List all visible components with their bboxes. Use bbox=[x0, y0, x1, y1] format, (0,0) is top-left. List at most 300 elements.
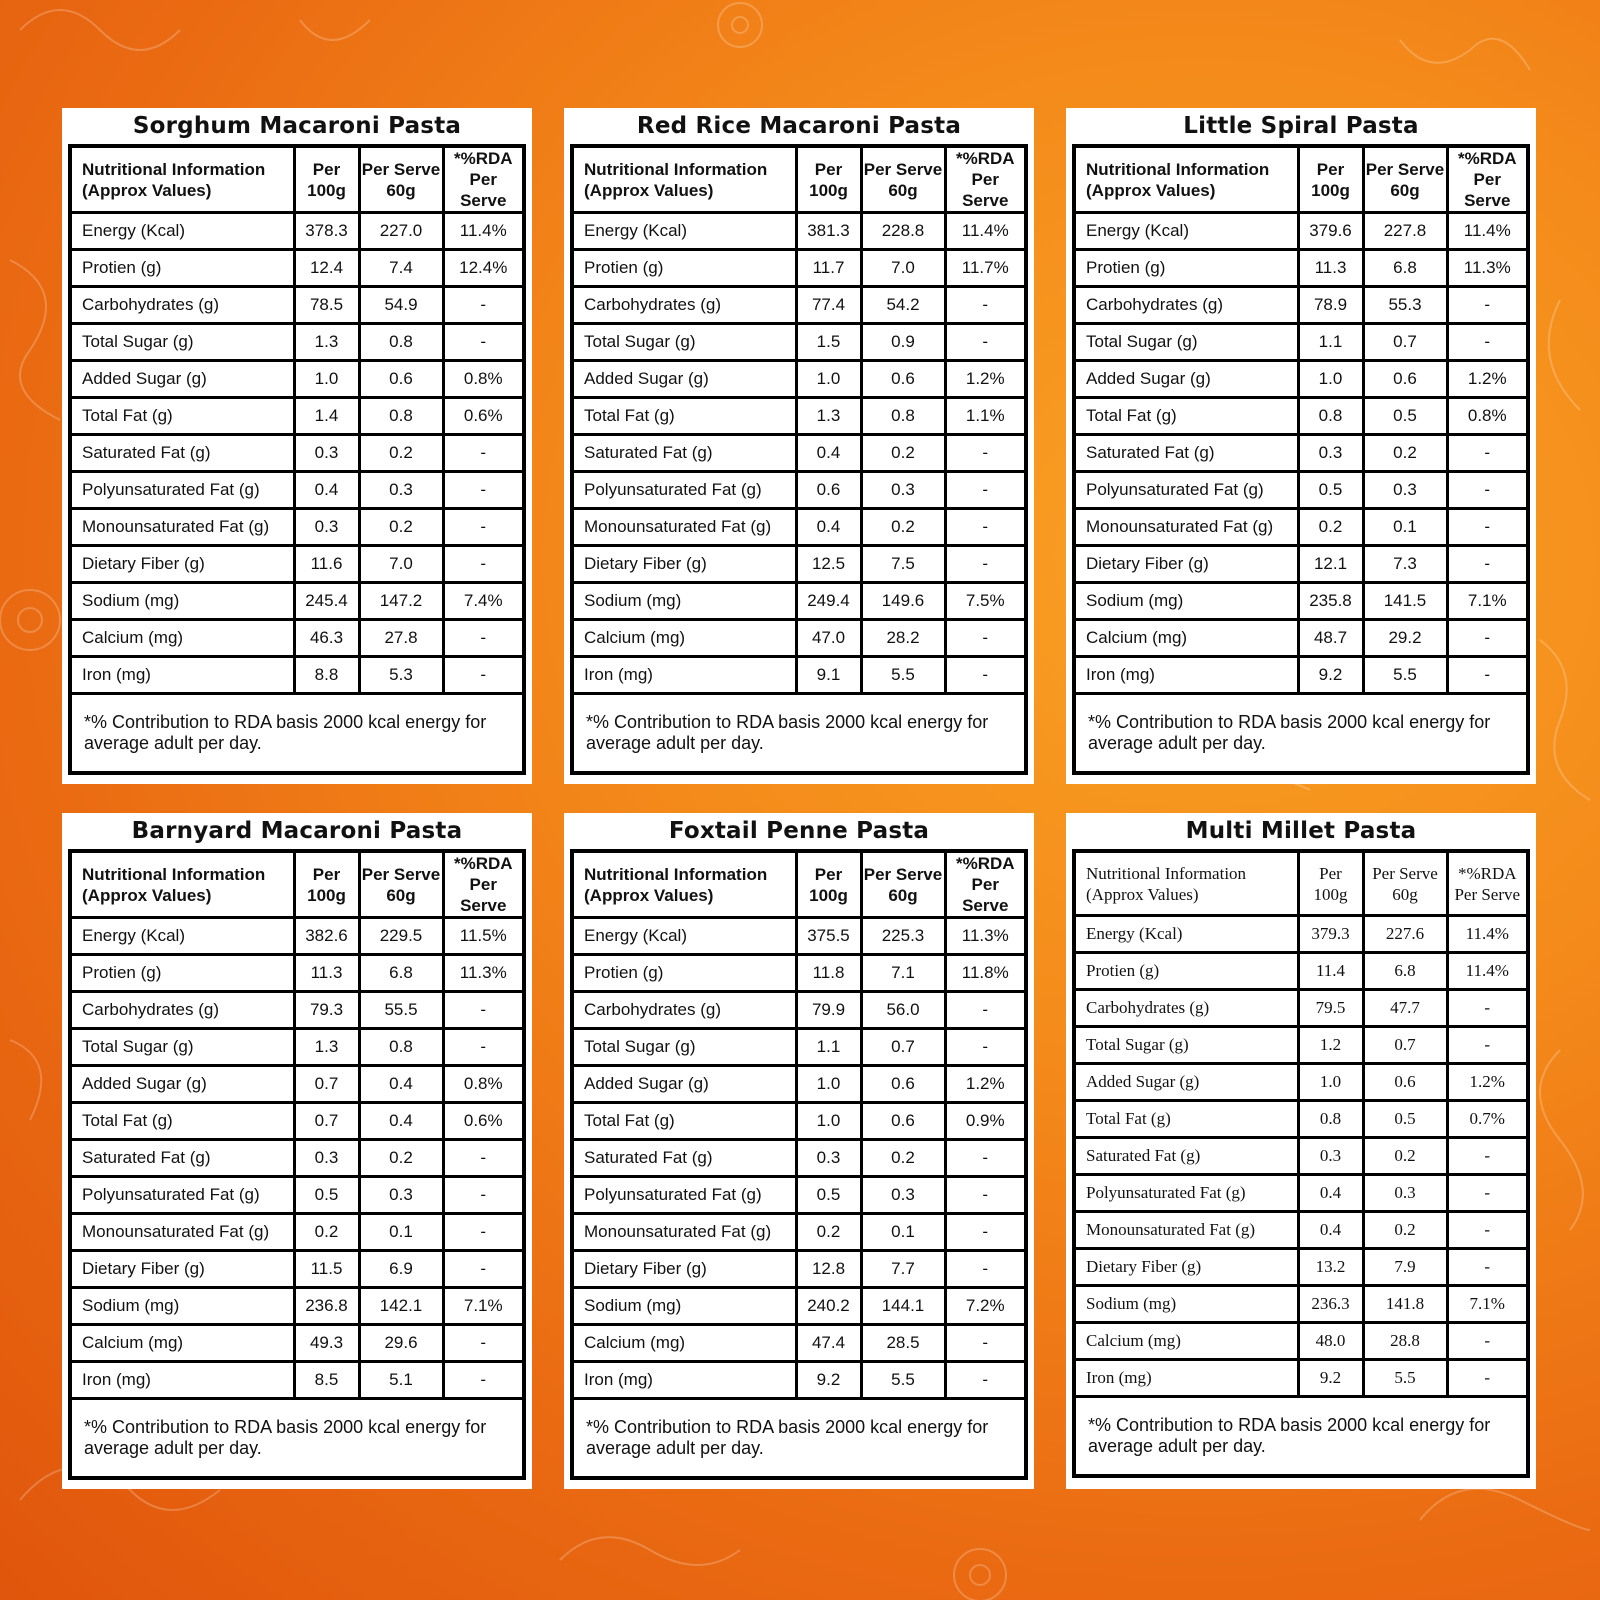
header-col3-line2: Per Serve bbox=[962, 170, 1009, 210]
value-per-100g: 0.3 bbox=[1298, 435, 1363, 472]
nutrient-label: Calcium (mg) bbox=[70, 1325, 294, 1362]
value-rda: - bbox=[443, 509, 524, 546]
nutrient-label: Total Fat (g) bbox=[572, 1103, 796, 1140]
value-rda: - bbox=[945, 992, 1026, 1029]
table-row bbox=[1074, 953, 1528, 990]
table-row bbox=[70, 509, 524, 546]
value-rda: - bbox=[1447, 435, 1528, 472]
nutrient-label: Monounsaturated Fat (g) bbox=[1074, 1212, 1298, 1249]
value-rda: - bbox=[1447, 657, 1528, 694]
value-per-100g: 1.4 bbox=[294, 398, 359, 435]
value-per-serve: 0.6 bbox=[1363, 1064, 1447, 1101]
value-rda: 1.2% bbox=[945, 1066, 1026, 1103]
table-row bbox=[70, 324, 524, 361]
value-per-100g: 1.3 bbox=[294, 324, 359, 361]
nutrient-label: Protien (g) bbox=[572, 955, 796, 992]
nutrient-label: Saturated Fat (g) bbox=[1074, 1138, 1298, 1175]
header-per-serve bbox=[861, 851, 945, 918]
table-header-row bbox=[70, 146, 524, 213]
nutrient-label: Carbohydrates (g) bbox=[572, 287, 796, 324]
value-per-serve: 147.2 bbox=[359, 583, 443, 620]
value-per-100g: 11.7 bbox=[796, 250, 861, 287]
nutrient-label: Monounsaturated Fat (g) bbox=[572, 509, 796, 546]
value-per-100g: 1.1 bbox=[796, 1029, 861, 1066]
nutrient-label: Polyunsaturated Fat (g) bbox=[572, 472, 796, 509]
value-per-serve: 0.3 bbox=[359, 472, 443, 509]
value-per-serve: 5.3 bbox=[359, 657, 443, 694]
table-row bbox=[1074, 361, 1528, 398]
nutrient-label: Polyunsaturated Fat (g) bbox=[572, 1177, 796, 1214]
value-rda: - bbox=[443, 1177, 524, 1214]
header-label-line1: Nutritional Information bbox=[584, 159, 768, 179]
nutrition-table bbox=[1072, 849, 1530, 1478]
value-per-serve: 0.2 bbox=[861, 509, 945, 546]
value-per-100g: 11.3 bbox=[294, 955, 359, 992]
nutrient-label: Saturated Fat (g) bbox=[70, 1140, 294, 1177]
nutrient-label: Protien (g) bbox=[1074, 953, 1298, 990]
table-row bbox=[572, 1103, 1026, 1140]
table-header-row bbox=[1074, 851, 1528, 916]
value-per-serve: 0.2 bbox=[1363, 1138, 1447, 1175]
value-per-serve: 0.6 bbox=[861, 1066, 945, 1103]
table-row bbox=[70, 546, 524, 583]
table-row bbox=[1074, 1175, 1528, 1212]
nutrient-label: Carbohydrates (g) bbox=[70, 992, 294, 1029]
value-rda: - bbox=[1447, 287, 1528, 324]
nutrient-label: Dietary Fiber (g) bbox=[1074, 1249, 1298, 1286]
header-rda bbox=[1447, 851, 1528, 916]
table-row bbox=[70, 1140, 524, 1177]
nutrient-label: Total Sugar (g) bbox=[1074, 324, 1298, 361]
value-per-100g: 79.3 bbox=[294, 992, 359, 1029]
value-per-100g: 1.1 bbox=[1298, 324, 1363, 361]
value-per-100g: 0.3 bbox=[294, 435, 359, 472]
table-header-row bbox=[572, 146, 1026, 213]
value-per-serve: 0.1 bbox=[359, 1214, 443, 1251]
value-rda: 12.4% bbox=[443, 250, 524, 287]
value-per-100g: 0.4 bbox=[796, 435, 861, 472]
table-row bbox=[1074, 990, 1528, 1027]
value-rda: - bbox=[1447, 1027, 1528, 1064]
nutrition-card-barnyard-macaroni bbox=[62, 813, 532, 1489]
nutrition-table bbox=[570, 849, 1028, 1480]
value-per-100g: 11.5 bbox=[294, 1251, 359, 1288]
footnote-row bbox=[572, 694, 1026, 774]
value-per-100g: 375.5 bbox=[796, 918, 861, 955]
nutrient-label: Total Fat (g) bbox=[1074, 1101, 1298, 1138]
value-rda: - bbox=[443, 657, 524, 694]
nutrient-label: Monounsaturated Fat (g) bbox=[70, 509, 294, 546]
nutrient-label: Total Fat (g) bbox=[70, 1103, 294, 1140]
table-row bbox=[1074, 620, 1528, 657]
nutrition-table bbox=[68, 144, 526, 775]
value-rda: - bbox=[945, 1177, 1026, 1214]
value-per-100g: 13.2 bbox=[1298, 1249, 1363, 1286]
table-row bbox=[572, 472, 1026, 509]
header-label-line2: (Approx Values) bbox=[1086, 180, 1216, 200]
value-per-100g: 236.3 bbox=[1298, 1286, 1363, 1323]
table-row bbox=[70, 287, 524, 324]
value-per-100g: 78.5 bbox=[294, 287, 359, 324]
header-col3-line2: Per Serve bbox=[962, 875, 1009, 915]
table-row bbox=[572, 1251, 1026, 1288]
value-rda: - bbox=[443, 1214, 524, 1251]
value-rda: 11.4% bbox=[1447, 213, 1528, 250]
value-rda: 1.2% bbox=[945, 361, 1026, 398]
value-rda: 11.4% bbox=[1447, 916, 1528, 953]
table-row bbox=[572, 435, 1026, 472]
value-per-100g: 1.0 bbox=[1298, 361, 1363, 398]
header-nutritional-info bbox=[572, 851, 796, 918]
value-per-100g: 0.8 bbox=[1298, 398, 1363, 435]
value-rda: - bbox=[443, 1029, 524, 1066]
header-per-100g bbox=[796, 851, 861, 918]
value-per-100g: 12.5 bbox=[796, 546, 861, 583]
value-per-100g: 249.4 bbox=[796, 583, 861, 620]
header-col1-line1: Per bbox=[1319, 863, 1342, 883]
value-per-100g: 11.8 bbox=[796, 955, 861, 992]
table-row bbox=[572, 1325, 1026, 1362]
value-per-serve: 0.3 bbox=[861, 472, 945, 509]
header-col2-line1: Per Serve bbox=[863, 159, 943, 179]
table-row bbox=[572, 398, 1026, 435]
value-per-serve: 0.6 bbox=[359, 361, 443, 398]
nutrition-card-multi-millet bbox=[1066, 813, 1536, 1489]
value-per-serve: 7.1 bbox=[861, 955, 945, 992]
value-rda: - bbox=[945, 657, 1026, 694]
value-per-serve: 7.3 bbox=[1363, 546, 1447, 583]
value-per-100g: 11.6 bbox=[294, 546, 359, 583]
table-row bbox=[70, 620, 524, 657]
value-per-100g: 9.2 bbox=[1298, 1360, 1363, 1397]
value-rda: 7.1% bbox=[443, 1288, 524, 1325]
value-rda: - bbox=[1447, 990, 1528, 1027]
header-col1-line2: 100g bbox=[307, 180, 346, 200]
nutrient-label: Sodium (mg) bbox=[572, 1288, 796, 1325]
header-label-line2: (Approx Values) bbox=[584, 180, 714, 200]
table-row bbox=[1074, 435, 1528, 472]
nutrient-label: Carbohydrates (g) bbox=[1074, 990, 1298, 1027]
value-per-serve: 7.0 bbox=[359, 546, 443, 583]
value-rda: - bbox=[443, 324, 524, 361]
rda-footnote: *% Contribution to RDA basis 2000 kcal energy for average adult per day. bbox=[1074, 1397, 1528, 1477]
value-per-100g: 382.6 bbox=[294, 918, 359, 955]
value-per-serve: 229.5 bbox=[359, 918, 443, 955]
value-per-serve: 0.2 bbox=[1363, 435, 1447, 472]
table-row bbox=[572, 509, 1026, 546]
value-rda: - bbox=[945, 1325, 1026, 1362]
nutrition-card-red-rice-macaroni bbox=[564, 108, 1034, 784]
table-row bbox=[1074, 1212, 1528, 1249]
card-title: Sorghum Macaroni Pasta bbox=[132, 113, 462, 139]
value-rda: 11.4% bbox=[945, 213, 1026, 250]
value-per-100g: 9.1 bbox=[796, 657, 861, 694]
nutrient-label: Added Sugar (g) bbox=[1074, 361, 1298, 398]
value-rda: - bbox=[945, 472, 1026, 509]
nutrient-label: Added Sugar (g) bbox=[70, 361, 294, 398]
nutrient-label: Added Sugar (g) bbox=[572, 361, 796, 398]
table-row bbox=[1074, 916, 1528, 953]
header-label-line1: Nutritional Information bbox=[1086, 159, 1270, 179]
value-rda: - bbox=[945, 1214, 1026, 1251]
value-rda: - bbox=[1447, 324, 1528, 361]
value-rda: - bbox=[945, 1362, 1026, 1399]
value-per-100g: 1.0 bbox=[1298, 1064, 1363, 1101]
header-label-line2: (Approx Values) bbox=[82, 180, 212, 200]
table-row bbox=[572, 546, 1026, 583]
table-row bbox=[572, 324, 1026, 361]
value-per-100g: 48.7 bbox=[1298, 620, 1363, 657]
value-per-100g: 236.8 bbox=[294, 1288, 359, 1325]
value-per-100g: 1.0 bbox=[796, 1066, 861, 1103]
value-per-100g: 12.8 bbox=[796, 1251, 861, 1288]
nutrient-label: Saturated Fat (g) bbox=[572, 1140, 796, 1177]
header-col2-line2: 60g bbox=[888, 885, 918, 905]
value-rda: - bbox=[1447, 1212, 1528, 1249]
header-rda bbox=[945, 146, 1026, 213]
value-rda: - bbox=[945, 287, 1026, 324]
nutrient-label: Sodium (mg) bbox=[1074, 1286, 1298, 1323]
table-row bbox=[1074, 657, 1528, 694]
value-rda: - bbox=[443, 1251, 524, 1288]
value-per-100g: 47.4 bbox=[796, 1325, 861, 1362]
value-rda: 1.2% bbox=[1447, 1064, 1528, 1101]
value-rda: 7.5% bbox=[945, 583, 1026, 620]
header-nutritional-info bbox=[70, 146, 294, 213]
value-per-serve: 55.3 bbox=[1363, 287, 1447, 324]
rda-footnote: *% Contribution to RDA basis 2000 kcal energy for average adult per day. bbox=[572, 1399, 1026, 1479]
header-col1-line2: 100g bbox=[1313, 884, 1348, 904]
value-rda: - bbox=[945, 546, 1026, 583]
value-per-100g: 78.9 bbox=[1298, 287, 1363, 324]
value-rda: - bbox=[443, 1325, 524, 1362]
rda-footnote: *% Contribution to RDA basis 2000 kcal energy for average adult per day. bbox=[70, 694, 524, 774]
value-per-serve: 6.9 bbox=[359, 1251, 443, 1288]
value-rda: - bbox=[1447, 1249, 1528, 1286]
value-per-serve: 0.8 bbox=[861, 398, 945, 435]
value-per-100g: 240.2 bbox=[796, 1288, 861, 1325]
value-per-serve: 7.0 bbox=[861, 250, 945, 287]
value-per-100g: 8.5 bbox=[294, 1362, 359, 1399]
value-per-100g: 245.4 bbox=[294, 583, 359, 620]
header-per-serve bbox=[1363, 851, 1447, 916]
header-col3-line1: *%RDA bbox=[453, 854, 513, 873]
table-row bbox=[572, 992, 1026, 1029]
value-per-100g: 0.3 bbox=[796, 1140, 861, 1177]
header-col2-line1: Per Serve bbox=[1365, 159, 1445, 179]
value-per-100g: 381.3 bbox=[796, 213, 861, 250]
nutrient-label: Saturated Fat (g) bbox=[70, 435, 294, 472]
value-per-serve: 54.2 bbox=[861, 287, 945, 324]
value-per-100g: 0.5 bbox=[1298, 472, 1363, 509]
nutrient-label: Iron (mg) bbox=[1074, 1360, 1298, 1397]
value-per-serve: 225.3 bbox=[861, 918, 945, 955]
table-row bbox=[1074, 583, 1528, 620]
table-row bbox=[70, 1066, 524, 1103]
value-per-100g: 0.7 bbox=[294, 1103, 359, 1140]
nutrient-label: Calcium (mg) bbox=[572, 1325, 796, 1362]
header-rda bbox=[443, 146, 524, 213]
value-rda: - bbox=[443, 1362, 524, 1399]
value-rda: 11.3% bbox=[443, 955, 524, 992]
value-per-100g: 11.3 bbox=[1298, 250, 1363, 287]
value-per-100g: 0.7 bbox=[294, 1066, 359, 1103]
header-col2-line1: Per Serve bbox=[863, 864, 943, 884]
nutrient-label: Carbohydrates (g) bbox=[1074, 287, 1298, 324]
value-per-serve: 0.6 bbox=[861, 361, 945, 398]
value-per-serve: 6.8 bbox=[1363, 250, 1447, 287]
value-per-serve: 7.7 bbox=[861, 1251, 945, 1288]
value-rda: 7.1% bbox=[1447, 1286, 1528, 1323]
table-header-row bbox=[70, 851, 524, 918]
value-per-serve: 0.4 bbox=[359, 1103, 443, 1140]
table-row bbox=[1074, 1064, 1528, 1101]
nutrient-label: Carbohydrates (g) bbox=[70, 287, 294, 324]
nutrient-label: Calcium (mg) bbox=[572, 620, 796, 657]
table-row bbox=[572, 583, 1026, 620]
value-per-100g: 9.2 bbox=[1298, 657, 1363, 694]
header-per-100g bbox=[294, 146, 359, 213]
value-rda: - bbox=[945, 435, 1026, 472]
value-rda: - bbox=[945, 509, 1026, 546]
header-col3-line2: Per Serve bbox=[460, 170, 507, 210]
table-row bbox=[572, 287, 1026, 324]
value-rda: 0.6% bbox=[443, 398, 524, 435]
value-per-100g: 48.0 bbox=[1298, 1323, 1363, 1360]
value-rda: - bbox=[945, 1251, 1026, 1288]
nutrient-label: Total Sugar (g) bbox=[572, 324, 796, 361]
nutrition-table bbox=[570, 144, 1028, 775]
table-row bbox=[70, 1214, 524, 1251]
header-col1-line1: Per bbox=[814, 864, 843, 884]
table-row bbox=[1074, 250, 1528, 287]
nutrient-label: Protien (g) bbox=[70, 250, 294, 287]
value-per-serve: 227.0 bbox=[359, 213, 443, 250]
value-rda: 0.8% bbox=[443, 1066, 524, 1103]
nutrient-label: Saturated Fat (g) bbox=[1074, 435, 1298, 472]
header-label-line1: Nutritional Information bbox=[82, 159, 266, 179]
value-per-serve: 0.8 bbox=[359, 1029, 443, 1066]
value-per-serve: 141.5 bbox=[1363, 583, 1447, 620]
footnote-row bbox=[70, 694, 524, 774]
nutrient-label: Added Sugar (g) bbox=[70, 1066, 294, 1103]
header-label-line1: Nutritional Information bbox=[82, 864, 266, 884]
header-col2-line2: 60g bbox=[386, 180, 416, 200]
value-per-serve: 0.4 bbox=[359, 1066, 443, 1103]
value-per-serve: 0.5 bbox=[1363, 1101, 1447, 1138]
value-per-serve: 0.2 bbox=[359, 1140, 443, 1177]
nutrient-label: Energy (Kcal) bbox=[1074, 213, 1298, 250]
header-col2-line1: Per Serve bbox=[1372, 863, 1438, 883]
value-per-100g: 0.6 bbox=[796, 472, 861, 509]
value-per-serve: 5.1 bbox=[359, 1362, 443, 1399]
value-per-100g: 0.5 bbox=[294, 1177, 359, 1214]
header-label-line2: (Approx Values) bbox=[1086, 884, 1199, 904]
nutrient-label: Iron (mg) bbox=[70, 1362, 294, 1399]
value-per-100g: 12.4 bbox=[294, 250, 359, 287]
value-rda: - bbox=[1447, 1138, 1528, 1175]
header-col2-line2: 60g bbox=[1392, 884, 1418, 904]
nutrient-label: Total Sugar (g) bbox=[572, 1029, 796, 1066]
value-per-serve: 227.8 bbox=[1363, 213, 1447, 250]
nutrient-label: Iron (mg) bbox=[70, 657, 294, 694]
nutrient-label: Saturated Fat (g) bbox=[572, 435, 796, 472]
value-rda: - bbox=[443, 992, 524, 1029]
value-per-serve: 0.9 bbox=[861, 324, 945, 361]
value-per-serve: 0.8 bbox=[359, 324, 443, 361]
table-row bbox=[70, 472, 524, 509]
value-per-serve: 47.7 bbox=[1363, 990, 1447, 1027]
table-row bbox=[70, 583, 524, 620]
value-per-100g: 378.3 bbox=[294, 213, 359, 250]
value-rda: - bbox=[443, 287, 524, 324]
header-nutritional-info bbox=[1074, 851, 1298, 916]
value-per-serve: 5.5 bbox=[1363, 657, 1447, 694]
nutrient-label: Sodium (mg) bbox=[70, 583, 294, 620]
footnote-row bbox=[70, 1399, 524, 1479]
value-per-100g: 1.0 bbox=[796, 361, 861, 398]
header-per-100g bbox=[1298, 146, 1363, 213]
value-per-100g: 9.2 bbox=[796, 1362, 861, 1399]
value-per-100g: 0.4 bbox=[796, 509, 861, 546]
value-per-100g: 79.5 bbox=[1298, 990, 1363, 1027]
value-per-100g: 0.8 bbox=[1298, 1101, 1363, 1138]
value-per-serve: 0.3 bbox=[1363, 1175, 1447, 1212]
value-per-serve: 0.3 bbox=[1363, 472, 1447, 509]
value-per-serve: 0.6 bbox=[861, 1103, 945, 1140]
header-col1-line2: 100g bbox=[809, 180, 848, 200]
value-rda: - bbox=[945, 324, 1026, 361]
value-rda: - bbox=[443, 546, 524, 583]
value-per-100g: 379.6 bbox=[1298, 213, 1363, 250]
nutrient-label: Energy (Kcal) bbox=[572, 213, 796, 250]
table-row bbox=[1074, 546, 1528, 583]
nutrient-label: Polyunsaturated Fat (g) bbox=[1074, 1175, 1298, 1212]
value-per-100g: 0.4 bbox=[1298, 1175, 1363, 1212]
table-row bbox=[1074, 287, 1528, 324]
header-col2-line2: 60g bbox=[1390, 180, 1420, 200]
footnote-row bbox=[572, 1399, 1026, 1479]
value-per-serve: 54.9 bbox=[359, 287, 443, 324]
nutrition-card-sorghum-macaroni bbox=[62, 108, 532, 784]
value-rda: 7.2% bbox=[945, 1288, 1026, 1325]
header-nutritional-info bbox=[1074, 146, 1298, 213]
value-per-serve: 28.2 bbox=[861, 620, 945, 657]
value-rda: - bbox=[1447, 509, 1528, 546]
table-row bbox=[572, 620, 1026, 657]
value-per-100g: 0.2 bbox=[294, 1214, 359, 1251]
nutrient-label: Energy (Kcal) bbox=[572, 918, 796, 955]
value-rda: - bbox=[945, 1140, 1026, 1177]
rda-footnote: *% Contribution to RDA basis 2000 kcal energy for average adult per day. bbox=[1074, 694, 1528, 774]
value-per-serve: 0.2 bbox=[861, 1140, 945, 1177]
value-rda: 11.7% bbox=[945, 250, 1026, 287]
value-per-100g: 77.4 bbox=[796, 287, 861, 324]
nutrient-label: Monounsaturated Fat (g) bbox=[1074, 509, 1298, 546]
table-row bbox=[1074, 1027, 1528, 1064]
table-row bbox=[70, 1177, 524, 1214]
value-per-serve: 0.2 bbox=[359, 509, 443, 546]
header-nutritional-info bbox=[572, 146, 796, 213]
value-rda: - bbox=[443, 1140, 524, 1177]
header-col3-line1: *%RDA bbox=[955, 149, 1015, 168]
value-per-100g: 79.9 bbox=[796, 992, 861, 1029]
header-label-line2: (Approx Values) bbox=[584, 885, 714, 905]
table-row bbox=[70, 398, 524, 435]
header-col2-line2: 60g bbox=[386, 885, 416, 905]
table-row bbox=[70, 1103, 524, 1140]
table-row bbox=[70, 918, 524, 955]
